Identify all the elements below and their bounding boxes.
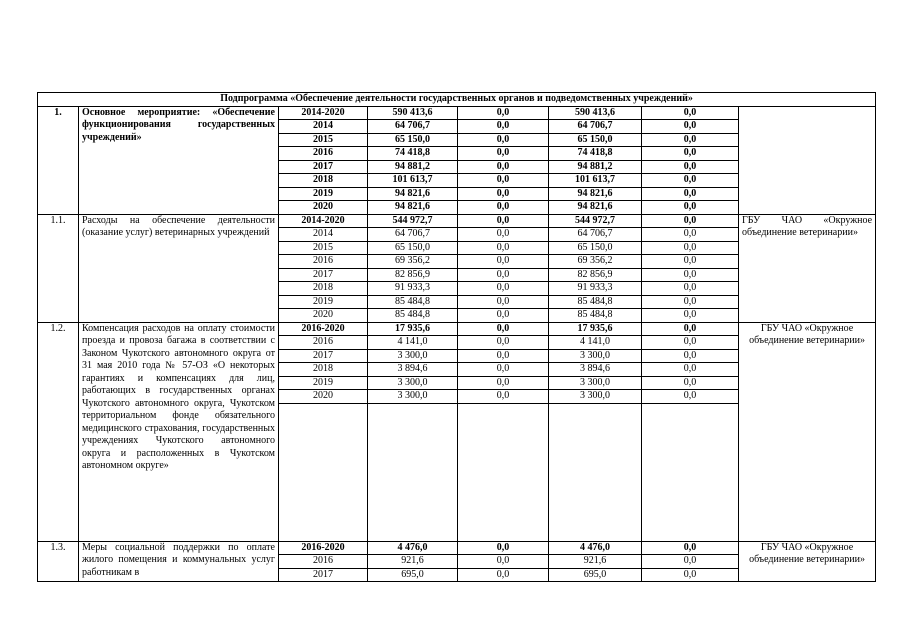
regional-budget-cell: 82 856,9 <box>549 268 642 282</box>
regional-budget-cell: 4 476,0 <box>549 541 642 555</box>
district-budget-cell: 0,0 <box>458 282 549 296</box>
regional-budget-cell: 3 300,0 <box>549 349 642 363</box>
item-name: Меры социальной поддержки по оплате жилого помещения и коммунальных услуг работникам в <box>79 541 279 582</box>
regional-budget-cell: 3 894,6 <box>549 363 642 377</box>
program-table <box>37 92 876 582</box>
empty-cell <box>549 403 642 541</box>
empty-cell <box>642 403 739 541</box>
district-budget-cell: 0,0 <box>458 541 549 555</box>
empty-cell <box>368 403 458 541</box>
period-cell: 2014-2020 <box>279 214 368 228</box>
regional-budget-cell: 4 141,0 <box>549 336 642 350</box>
district-budget-cell: 0,0 <box>458 120 549 134</box>
district-budget-cell: 0,0 <box>458 349 549 363</box>
district-budget-cell: 0,0 <box>458 228 549 242</box>
total-cell: 82 856,9 <box>368 268 458 282</box>
period-cell: 2015 <box>279 133 368 147</box>
total-cell: 85 484,8 <box>368 295 458 309</box>
item-name: Расходы на обеспечение деятельности (оказание услуг) ветеринарных учреждений <box>79 214 279 322</box>
regional-budget-cell: 64 706,7 <box>549 228 642 242</box>
item-number: 1.1. <box>38 214 79 322</box>
period-cell: 2019 <box>279 376 368 390</box>
period-cell: 2020 <box>279 309 368 323</box>
regional-budget-cell: 17 935,6 <box>549 322 642 336</box>
other-sources-cell: 0,0 <box>642 106 739 120</box>
district-budget-cell: 0,0 <box>458 363 549 377</box>
other-sources-cell: 0,0 <box>642 568 739 582</box>
regional-budget-cell: 65 150,0 <box>549 241 642 255</box>
district-budget-cell: 0,0 <box>458 201 549 215</box>
total-cell: 3 894,6 <box>368 363 458 377</box>
total-cell: 3 300,0 <box>368 390 458 404</box>
period-cell: 2014 <box>279 228 368 242</box>
other-sources-cell: 0,0 <box>642 282 739 296</box>
item-name: Компенсация расходов на оплату стоимости проезда и провоза багажа в соответствии с Законом Чукотского автономного округа от 31 мая 2010 года № 57-ОЗ «О некоторых гарантиях и компенсациях для лиц, работающих в государственных органах Чукотского автономного округа, Чукотском территориальном фонде обязательного медицинского страхования, государственных учреждениях Чукотского автономного округа и расположенных в Чукотском автономном округе» <box>79 322 279 541</box>
table-row <box>38 214 876 228</box>
regional-budget-cell: 590 413,6 <box>549 106 642 120</box>
item-name: Основное мероприятие: «Обеспечение функционирования государственных учреждений» <box>79 106 279 214</box>
regional-budget-cell: 101 613,7 <box>549 174 642 188</box>
total-cell: 17 935,6 <box>368 322 458 336</box>
empty-cell <box>458 403 549 541</box>
district-budget-cell: 0,0 <box>458 133 549 147</box>
other-sources-cell: 0,0 <box>642 322 739 336</box>
period-cell: 2014 <box>279 120 368 134</box>
period-cell: 2015 <box>279 241 368 255</box>
district-budget-cell: 0,0 <box>458 160 549 174</box>
regional-budget-cell: 94 881,2 <box>549 160 642 174</box>
period-cell: 2017 <box>279 568 368 582</box>
other-sources-cell: 0,0 <box>642 214 739 228</box>
item-number: 1. <box>38 106 79 214</box>
other-sources-cell: 0,0 <box>642 390 739 404</box>
other-sources-cell: 0,0 <box>642 255 739 269</box>
total-cell: 94 821,6 <box>368 201 458 215</box>
total-cell: 65 150,0 <box>368 133 458 147</box>
total-cell: 74 418,8 <box>368 147 458 161</box>
regional-budget-cell: 65 150,0 <box>549 133 642 147</box>
total-cell: 94 821,6 <box>368 187 458 201</box>
other-sources-cell: 0,0 <box>642 241 739 255</box>
regional-budget-cell: 3 300,0 <box>549 390 642 404</box>
period-cell: 2020 <box>279 201 368 215</box>
total-cell: 64 706,7 <box>368 228 458 242</box>
period-cell: 2017 <box>279 160 368 174</box>
regional-budget-cell: 695,0 <box>549 568 642 582</box>
total-cell: 85 484,8 <box>368 309 458 323</box>
total-cell: 94 881,2 <box>368 160 458 174</box>
period-cell: 2018 <box>279 174 368 188</box>
table-row <box>38 322 876 336</box>
table-row <box>38 106 876 120</box>
other-sources-cell: 0,0 <box>642 363 739 377</box>
regional-budget-cell: 85 484,8 <box>549 309 642 323</box>
subprogram-title-row <box>38 93 876 107</box>
total-cell: 69 356,2 <box>368 255 458 269</box>
regional-budget-cell: 74 418,8 <box>549 147 642 161</box>
total-cell: 65 150,0 <box>368 241 458 255</box>
district-budget-cell: 0,0 <box>458 295 549 309</box>
executor <box>739 106 876 214</box>
district-budget-cell: 0,0 <box>458 376 549 390</box>
other-sources-cell: 0,0 <box>642 336 739 350</box>
executor: ГБУ ЧАО «Окружное объединение ветеринарии» <box>739 541 876 582</box>
other-sources-cell: 0,0 <box>642 376 739 390</box>
period-cell: 2017 <box>279 268 368 282</box>
district-budget-cell: 0,0 <box>458 241 549 255</box>
district-budget-cell: 0,0 <box>458 174 549 188</box>
total-cell: 544 972,7 <box>368 214 458 228</box>
item-number: 1.3. <box>38 541 79 582</box>
other-sources-cell: 0,0 <box>642 147 739 161</box>
other-sources-cell: 0,0 <box>642 309 739 323</box>
district-budget-cell: 0,0 <box>458 390 549 404</box>
other-sources-cell: 0,0 <box>642 174 739 188</box>
total-cell: 64 706,7 <box>368 120 458 134</box>
period-cell: 2018 <box>279 282 368 296</box>
period-cell: 2019 <box>279 187 368 201</box>
district-budget-cell: 0,0 <box>458 555 549 569</box>
other-sources-cell: 0,0 <box>642 349 739 363</box>
period-cell: 2016-2020 <box>279 322 368 336</box>
period-cell: 2019 <box>279 295 368 309</box>
district-budget-cell: 0,0 <box>458 322 549 336</box>
other-sources-cell: 0,0 <box>642 268 739 282</box>
period-cell: 2016 <box>279 555 368 569</box>
item-number: 1.2. <box>38 322 79 541</box>
total-cell: 91 933,3 <box>368 282 458 296</box>
total-cell: 921,6 <box>368 555 458 569</box>
other-sources-cell: 0,0 <box>642 201 739 215</box>
period-cell: 2014-2020 <box>279 106 368 120</box>
district-budget-cell: 0,0 <box>458 309 549 323</box>
other-sources-cell: 0,0 <box>642 120 739 134</box>
regional-budget-cell: 69 356,2 <box>549 255 642 269</box>
total-cell: 590 413,6 <box>368 106 458 120</box>
district-budget-cell: 0,0 <box>458 147 549 161</box>
other-sources-cell: 0,0 <box>642 133 739 147</box>
period-cell: 2016 <box>279 336 368 350</box>
period-cell: 2016 <box>279 147 368 161</box>
other-sources-cell: 0,0 <box>642 541 739 555</box>
other-sources-cell: 0,0 <box>642 228 739 242</box>
total-cell: 3 300,0 <box>368 349 458 363</box>
district-budget-cell: 0,0 <box>458 214 549 228</box>
total-cell: 4 476,0 <box>368 541 458 555</box>
district-budget-cell: 0,0 <box>458 255 549 269</box>
period-cell: 2016-2020 <box>279 541 368 555</box>
period-cell: 2020 <box>279 390 368 404</box>
period-cell: 2017 <box>279 349 368 363</box>
district-budget-cell: 0,0 <box>458 187 549 201</box>
district-budget-cell: 0,0 <box>458 268 549 282</box>
regional-budget-cell: 64 706,7 <box>549 120 642 134</box>
empty-cell <box>279 403 368 541</box>
regional-budget-cell: 85 484,8 <box>549 295 642 309</box>
regional-budget-cell: 3 300,0 <box>549 376 642 390</box>
district-budget-cell: 0,0 <box>458 336 549 350</box>
district-budget-cell: 0,0 <box>458 106 549 120</box>
regional-budget-cell: 544 972,7 <box>549 214 642 228</box>
regional-budget-cell: 91 933,3 <box>549 282 642 296</box>
table-row <box>38 541 876 555</box>
total-cell: 3 300,0 <box>368 376 458 390</box>
total-cell: 4 141,0 <box>368 336 458 350</box>
period-cell: 2018 <box>279 363 368 377</box>
other-sources-cell: 0,0 <box>642 295 739 309</box>
regional-budget-cell: 94 821,6 <box>549 187 642 201</box>
other-sources-cell: 0,0 <box>642 187 739 201</box>
other-sources-cell: 0,0 <box>642 160 739 174</box>
executor: ГБУ ЧАО «Окружное объединение ветеринарии» <box>739 322 876 541</box>
total-cell: 101 613,7 <box>368 174 458 188</box>
subprogram-title: Подпрограмма «Обеспечение деятельности государственных органов и подведомственных учреждений» <box>38 93 876 107</box>
total-cell: 695,0 <box>368 568 458 582</box>
executor: ГБУ ЧАО «Окружное объединение ветеринарии» <box>739 214 876 322</box>
other-sources-cell: 0,0 <box>642 555 739 569</box>
district-budget-cell: 0,0 <box>458 568 549 582</box>
period-cell: 2016 <box>279 255 368 269</box>
regional-budget-cell: 94 821,6 <box>549 201 642 215</box>
regional-budget-cell: 921,6 <box>549 555 642 569</box>
